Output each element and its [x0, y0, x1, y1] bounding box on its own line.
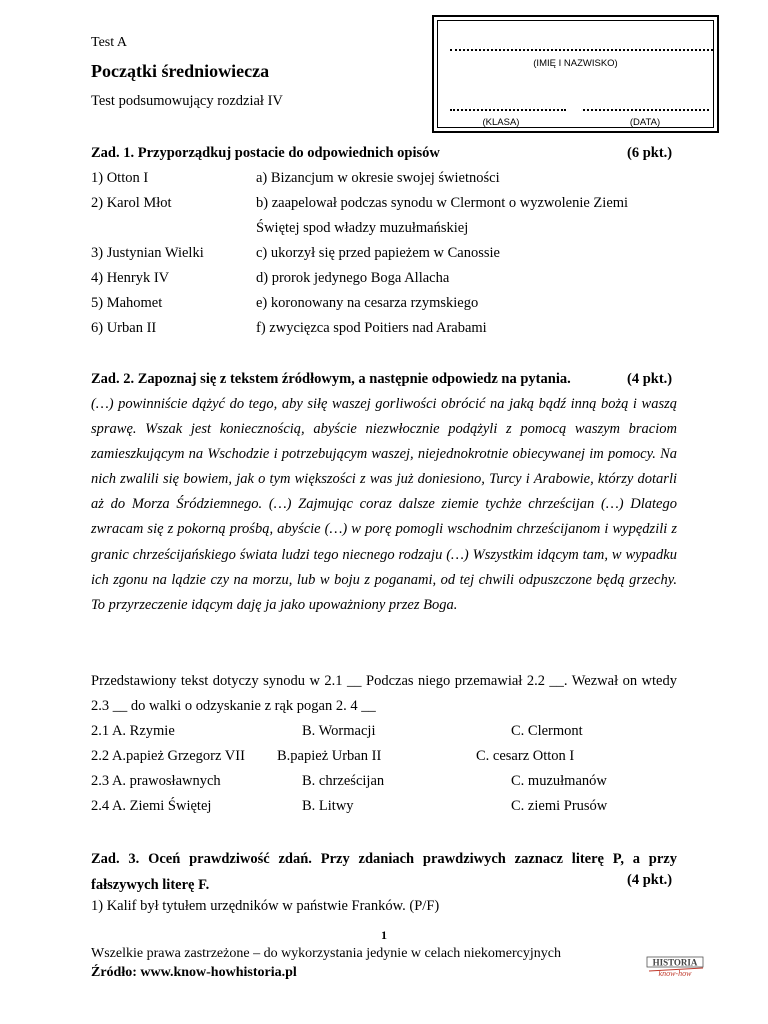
task1-person-1: 1) Otton I — [91, 170, 149, 186]
task2-heading: Zad. 2. Zapoznaj się z tekstem źródłowym, a następnie odpowiedz na pytania. — [91, 371, 571, 387]
option-2-3-b: B. chrześcijan — [302, 773, 385, 789]
task1-description-c: c) ukorzył się przed papieżem w Canossie — [256, 245, 500, 261]
task1-description-b: b) zaapelował podczas synodu w Clermont o wyzwolenie Ziemi — [256, 195, 629, 211]
option-2-2-c: C. cesarz Otton I — [476, 748, 575, 764]
task1-description-a: a) Bizancjum w okresie swojej świetności — [256, 170, 500, 186]
task1-heading: Zad. 1. Przyporządkuj postacie do odpowiednich opisów — [91, 145, 440, 161]
name-line — [450, 49, 713, 51]
logo-text-top: HISTORIA — [652, 957, 698, 968]
option-2-3-c: C. muzułmanów — [511, 773, 607, 789]
page-number: 1 — [381, 928, 387, 942]
task2-points: (4 pkt.) — [627, 371, 673, 387]
option-2-1-c: C. Clermont — [511, 723, 583, 739]
test-label: Test A — [91, 35, 127, 50]
student-info-box — [432, 15, 719, 133]
footer-rights: Wszelkie prawa zastrzeżone – do wykorzystania jedynie w celach niekomercyjnych — [91, 946, 561, 961]
option-2-4-b: B. Litwy — [302, 798, 354, 814]
date-line — [583, 109, 709, 111]
option-2-2-b: B.papież Urban II — [277, 748, 382, 764]
class-line — [450, 109, 566, 111]
task3-item-1: 1) Kalif był tytułem urzędników w państwie Franków. (P/F) — [91, 898, 440, 914]
task1-description-d: d) prorok jedynego Boga Allacha — [256, 270, 450, 286]
task2-source-text: (…) powinniście dążyć do tego, aby siłę waszej gorliwości obrócić na jaką bądź inną bożą i waszą sprawę. Wszak jest koniecznością, abyście niezwłocznie podążyli z pomocą waszym braciom zamieszkującym na Wschodzie i potrzebującym waszej, niejednokrotnie obiecywanej im pomocy. Na nich zwalili się bowiem, jak o tym większości z was już doniesiono, Turcy i Arabowie, którzy dotarli aż do Morza Śródziemnego. (…) Zajmując coraz dalsze ziemie tychże chrześcijan (…) Dlatego zwracam się z pokorną prośbą, abyście (…) w porę pomogli wschodnim chrześcijanom i wypędzili z granic chrześcijańskiego świata ludzi tego niecnego rodzaju (…) Wszystkim idącym tam, w wypadku ich zgonu na lądzie czy na morzu, lub w boju z poganami, od tej chwili odpuszczone będą grzechy. To przyrzeczenie idącym daję ja jako upoważniony przez Boga. — [91, 396, 677, 613]
task3-points: (4 pkt.) — [627, 872, 673, 888]
page-subtitle: Test podsumowujący rozdział IV — [91, 93, 283, 109]
class-label: (KLASA) — [482, 117, 520, 128]
option-2-1-a: 2.1 A. Rzymie — [91, 723, 175, 739]
task1-description-b-cont: Świętej spod władzy muzułmańskiej — [256, 220, 469, 236]
task2-question: Przedstawiony tekst dotyczy synodu w 2.1 __ Podczas niego przemawiał 2.2 __. Wezwał on wtedy 2.3 __ do walki o odzyskanie z rąk pogan 2. 4 __ — [91, 673, 677, 714]
logo-text-bottom: know-how — [658, 969, 692, 978]
task1-person-6: 6) Urban II — [91, 320, 157, 336]
date-label: (DATA) — [629, 117, 661, 128]
option-2-4-c: C. ziemi Prusów — [511, 798, 608, 814]
option-2-1-b: B. Wormacji — [302, 723, 376, 739]
task3-heading: Zad. 3. Oceń prawdziwość zdań. Przy zdaniach prawdziwych zaznacz literę P, a przy fałszywych literę F. — [91, 851, 677, 893]
name-label: (IMIĘ I NAZWISKO) — [533, 58, 618, 69]
task1-points: (6 pkt.) — [627, 145, 673, 161]
footer-source: Źródło: www.know-howhistoria.pl — [91, 965, 297, 980]
task1-person-5: 5) Mahomet — [91, 295, 163, 311]
option-2-3-a: 2.3 A. prawosławnych — [91, 773, 221, 789]
task1-person-2: 2) Karol Młot — [91, 195, 172, 211]
task1-person-4: 4) Henryk IV — [91, 270, 170, 286]
option-2-2-a: 2.2 A.papież Grzegorz VII — [91, 748, 245, 764]
task1-person-3: 3) Justynian Wielki — [91, 245, 204, 261]
option-2-4-a: 2.4 A. Ziemi Świętej — [91, 798, 212, 814]
task1-description-e: e) koronowany na cesarza rzymskiego — [256, 295, 479, 311]
historia-logo — [645, 956, 707, 978]
task1-description-f: f) zwycięzca spod Poitiers nad Arabami — [256, 320, 487, 336]
page-title: Początki średniowiecza — [91, 61, 270, 81]
